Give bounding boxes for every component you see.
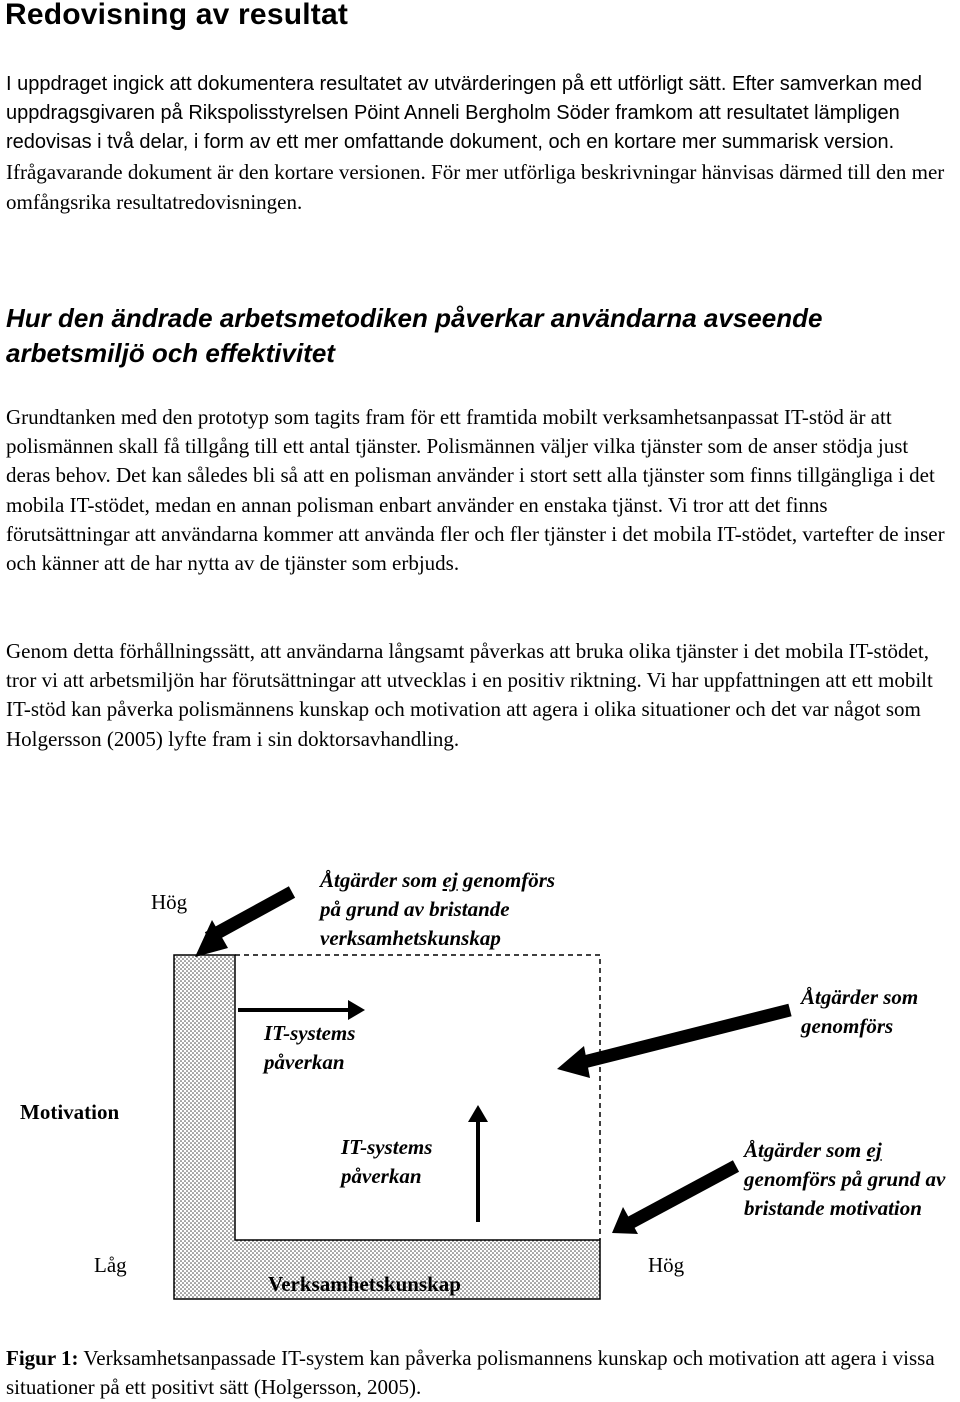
body-paragraph-1: Grundtanken med den prototyp som tagits fram för ett framtida mobilt verksamhetsanpassat IT-stöd är att polismännen skall få tillgång till ett antal tjänster. Polismännen väljer vilka tjänster som de anser stödja just deras behov. Det kan således bli så att en polisman använder i stort sett alla tjänster som finns tillgängliga i det mobila IT-stödet, medan en annan polisman enbart använder en enstaka tjänst. Vi tror att det finns förutsättningar att användarna kommer att använda fler och fler tjänster i det mobila IT-stödet, vartefter de inser och känner att de har nytta av de tjänster som erbjuds. [6,405,945,576]
intro-paragraph-part-1: I uppdraget ingick att dokumentera resultatet av utvärderingen på ett utförligt sätt. Efter samverkan med uppdragsgivaren på Rikspolisstyrelsen Pöint Anneli Bergholm Söder framkom att resultatet lämpligen redovisas i två delar, i form av ett mer omfattande dokument, och en kortare mer summarisk version. [6,73,923,153]
caption-text: Verksamhetsanpassade IT-system kan påverka polismannens kunskap och motivation att agera i vissa situationer på ett positivt sätt (Holgersson, 2005). [6,1346,935,1399]
arrow-not-done-knowledge [195,892,292,957]
figure-caption [6,1344,956,1402]
page-title: Redovisning av resultat [5,0,349,31]
label-not-done-motivation: Åtgärder som ej genomförs på grund av bristande motivation [744,1138,946,1220]
y-axis-label: Motivation [20,1100,120,1124]
label-it-influence-2: IT-systems påverkan [341,1135,433,1188]
dashed-boundary [235,955,600,1240]
label-not-done-knowledge: Åtgärder som ej genomförs på grund av bristande verksamhetskunskap [320,868,556,950]
body-paragraph-2: Genom detta förhållningssätt, att användarna långsamt påverkas att bruka olika tjänster i det mobila IT-stödet, tror vi att arbetsmiljön har förutsättningar att utvecklas i en positiv riktning. Vi har uppfattningen att ett mobilt IT-stöd kan påverka polismännens kunskap och motivation att agera i olika situationer och det var något som Holgersson (2005) lyfte fram i sin doktorsavhandling. [6,639,933,751]
arrow-it-influence-up [468,1105,488,1222]
y-axis-high-label: Hög [151,890,188,914]
arrow-it-influence-right [238,1000,365,1020]
arrow-not-done-motivation [612,1166,736,1234]
x-axis-high-label: Hög [648,1253,685,1277]
arrow-done [557,1010,790,1078]
label-done: Åtgärder som genomförs [801,985,919,1038]
label-it-influence-1: IT-systems påverkan [264,1021,356,1074]
caption-label: Figur 1: [6,1346,79,1370]
y-axis-low-label: Låg [94,1253,127,1277]
intro-paragraph-part-2: Ifrågavarande dokument är den kortare versionen. För mer utförliga beskrivningar hänvisas därmed till den mer omfångsrika resultatredovisningen. [6,160,945,214]
section-heading: Hur den ändrade arbetsmetodiken påverkar användarna avseende arbetsmiljö och effektivitet [6,303,823,368]
x-axis-label: Verksamhetskunskap [268,1272,461,1296]
low-knowledge-band [174,955,600,1299]
